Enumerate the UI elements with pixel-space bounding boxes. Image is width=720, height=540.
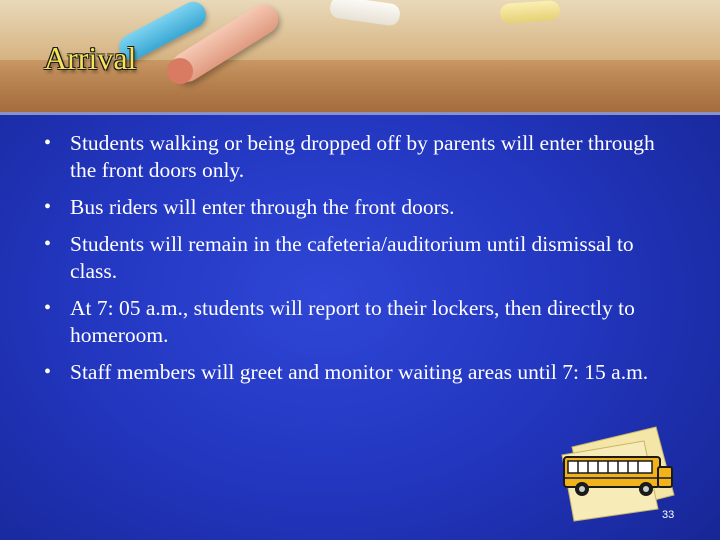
bullet-dot: • (44, 196, 52, 218)
bullet-text: Bus riders will enter through the front doors. (70, 195, 455, 219)
bullet-item (44, 194, 684, 221)
bullet-text: Students will remain in the cafeteria/auditorium until dismissal to class. (70, 232, 634, 283)
bullet-item (44, 231, 684, 285)
school-bus-icon (558, 425, 678, 525)
bullet-text: Staff members will greet and monitor waiting areas until 7: 15 a.m. (70, 360, 649, 384)
bullet-text: At 7: 05 a.m., students will report to their lockers, then directly to homeroom. (70, 296, 635, 347)
white-chalk (329, 0, 401, 27)
slide-title: Arrival (44, 40, 137, 76)
bullet-dot: • (44, 297, 52, 319)
page-number: 33 (662, 509, 675, 521)
header-divider (0, 112, 720, 115)
bullet-dot: • (44, 361, 52, 383)
bullet-dot: • (44, 132, 52, 154)
yellow-chalk (499, 0, 560, 24)
bullet-list (44, 130, 684, 396)
bullet-item (44, 359, 684, 386)
bullet-text: Students walking or being dropped off by parents will enter through the front doors only. (70, 131, 655, 182)
bullet-item (44, 130, 684, 184)
header-chalk-image (0, 0, 720, 112)
bullet-item (44, 295, 684, 349)
bullet-dot: • (44, 233, 52, 255)
